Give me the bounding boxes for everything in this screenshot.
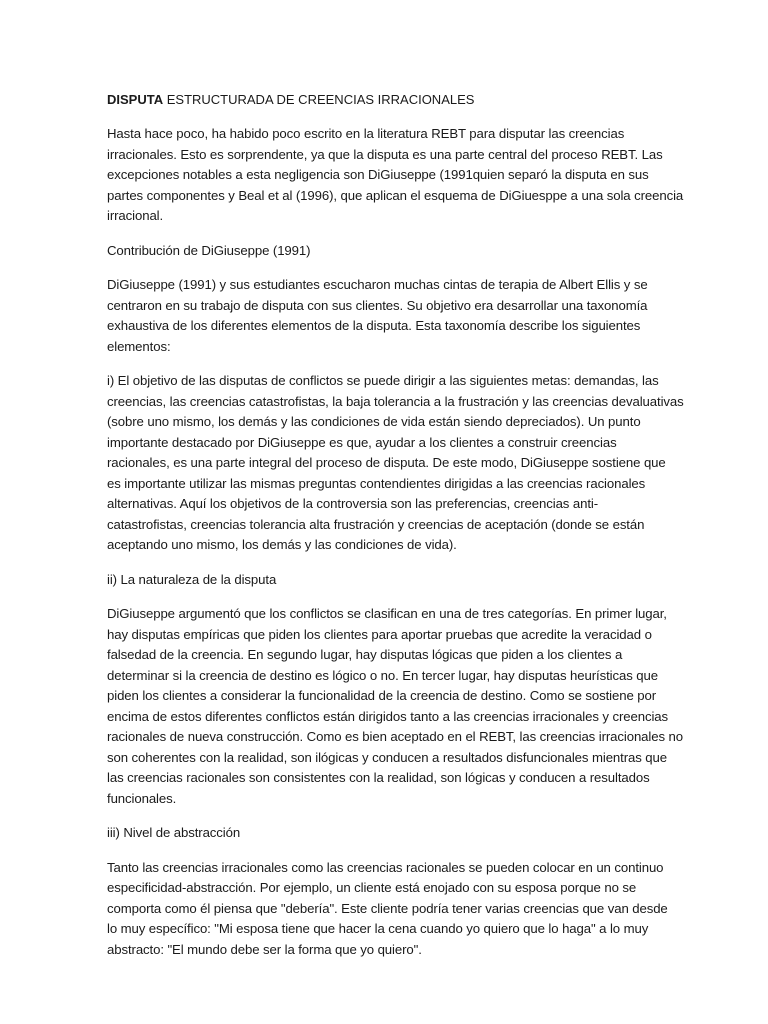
document-title-strong: DISPUTA — [107, 92, 164, 107]
text-line: creencias, las creencias catastrofistas, la baja tolerancia a la frustración y las creencias devaluativas — [107, 393, 684, 409]
paragraph — [107, 275, 667, 357]
text-line: importante destacado por DiGiuseppe es que, ayudar a los clientes a construir creencias — [107, 434, 617, 450]
text-line: racionales de nueva construcción. Como es bien aceptado en el REBT, las creencias irracionales no — [107, 729, 684, 744]
paragraph — [107, 124, 684, 227]
section-heading — [107, 241, 667, 262]
document-page — [107, 90, 684, 974]
paragraph — [107, 858, 667, 961]
text-line: comporta como él piensa que "debería". Este cliente podría tener varias creencias que van desde — [107, 900, 668, 916]
paragraph — [107, 371, 684, 556]
text-line: Contribución de DiGiuseppe (1991) — [107, 242, 311, 258]
document-title-rest: ESTRUCTURADA DE CREENCIAS IRRACIONALES — [163, 92, 475, 107]
document-title — [107, 90, 667, 110]
text-line: aceptando uno mismo, los demás y las condiciones de vida). — [107, 537, 457, 552]
text-line: exhaustiva de los diferentes elementos de la disputa. Esta taxonomía describe los siguientes — [107, 318, 641, 333]
text-line: DiGiuseppe (1991) y sus estudiantes escucharon muchas cintas de terapia de Albert Ellis y se — [107, 277, 648, 292]
paragraph — [107, 604, 684, 809]
text-line: es importante utilizar las mismas preguntas contendientes dirigidas a las creencias racionales — [107, 475, 646, 491]
text-line: centraron en su trabajo de disputa con sus clientes. Su objetivo era desarrollar una taxonomía — [107, 297, 648, 313]
text-line: determinar si la creencia de destino es lógico o no. En tercer lugar, hay disputas heurísticas que — [107, 667, 658, 683]
text-line: i) El objetivo de las disputas de conflictos se puede dirigir a las siguientes metas: demandas, las — [107, 373, 659, 388]
section-heading — [107, 823, 667, 844]
text-line: piden los clientes a considerar la funcionalidad de la creencia de destino. Como se sostiene por — [107, 688, 657, 703]
text-line: especificidad-abstracción. Por ejemplo, un cliente está enojado con su esposa porque no se — [107, 880, 637, 895]
text-line: Tanto las creencias irracionales como las creencias racionales se pueden colocar en un continuo — [107, 859, 664, 875]
section-heading — [107, 570, 667, 591]
document-body — [107, 124, 684, 960]
text-line: racionales, es una parte integral del proceso de disputa. De este modo, DiGiuseppe sostiene que — [107, 455, 666, 470]
text-line: partes componentes y Beal et al (1996), que aplican el esquema de DiGiuesppe a una sola creencia — [107, 187, 684, 203]
text-line: abstracto: "El mundo debe ser la forma que yo quiero". — [107, 941, 422, 957]
text-line: catastrofistas, creencias tolerancia alta frustración y creencias de aceptación (donde se están — [107, 516, 645, 532]
text-line: elementos: — [107, 338, 171, 354]
text-line: DiGiuseppe argumentó que los conflictos se clasifican en una de tres categorías. En primer lugar, — [107, 606, 667, 621]
text-line: alternativas. Aquí los objetivos de la controversia son las preferencias, creencias anti- — [107, 496, 599, 511]
text-line: ii) La naturaleza de la disputa — [107, 571, 277, 587]
text-line: Hasta hace poco, ha habido poco escrito en la literatura REBT para disputar las creencias — [107, 126, 625, 141]
text-line: iii) Nivel de abstracción — [107, 825, 241, 840]
text-line: las creencias racionales son consistentes con la realidad, son lógicas y conducen a resultados — [107, 770, 650, 785]
text-line: (sobre uno mismo, los demás y las condiciones de vida están siendo depreciados). Un punto — [107, 414, 641, 429]
text-line: son coherentes con la realidad, son ilógicas y conducen a resultados disfuncionales mientras que — [107, 749, 668, 765]
text-line: irracionales. Esto es sorprendente, ya que la disputa es una parte central del proceso REBT. Las — [107, 146, 663, 162]
text-line: lo muy específico: "Mi esposa tiene que hacer la cena cuando yo quiero que lo haga" a lo muy — [107, 921, 649, 936]
text-line: funcionales. — [107, 790, 177, 806]
text-line: hay disputas empíricas que piden los clientes para aportar pruebas que acredite la veracidad o — [107, 626, 652, 642]
text-line: falsedad de la creencia. En segundo lugar, hay disputas lógicas que piden a los clientes a — [107, 647, 623, 662]
text-line: irracional. — [107, 208, 164, 223]
text-line: excepciones notables a esta negligencia son DiGiuseppe (1991quien separó la disputa en sus — [107, 167, 649, 182]
text-line: encima de estos diferentes conflictos están dirigidos tanto a las creencias irracionales y creencias — [107, 708, 669, 724]
